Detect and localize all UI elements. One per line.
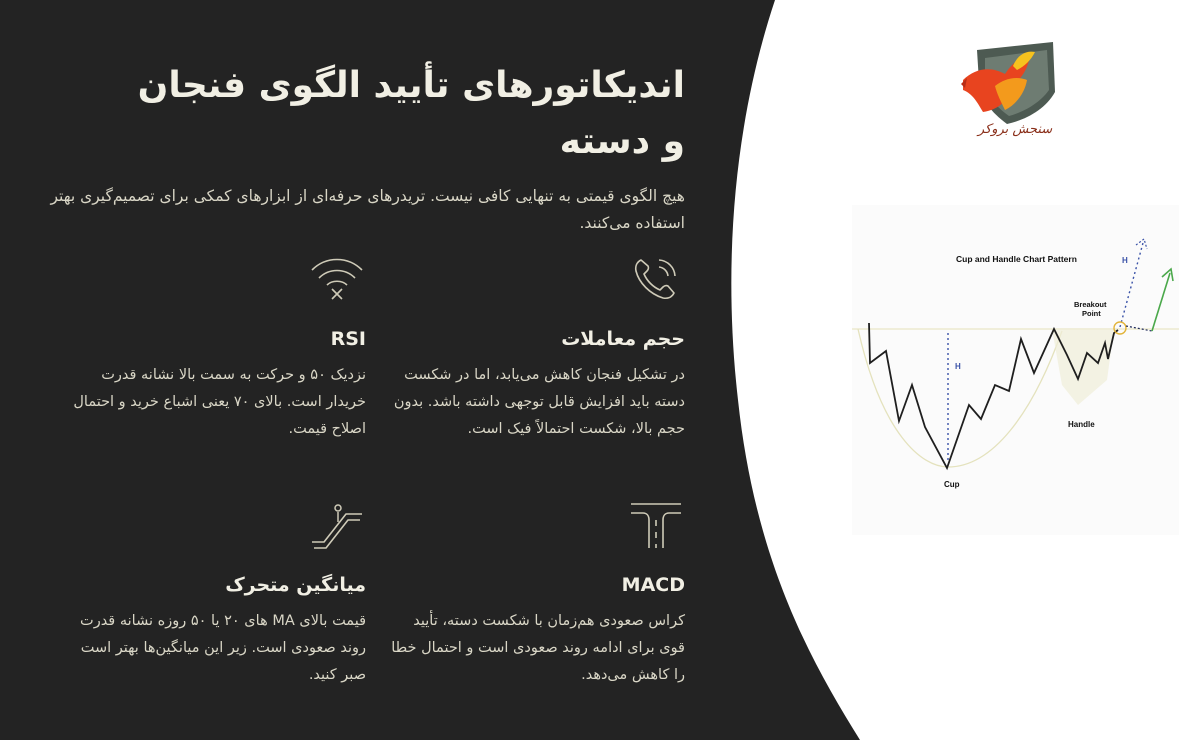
card-text: کراس صعودی هم‌زمان با شکست دسته، تأیید قوی برای ادامه روند صعودی است و احتمال خطا را کاهش می‌دهد. (391, 613, 685, 683)
chart-title: Cup and Handle Chart Pattern (956, 254, 1077, 264)
card-title: MACD (621, 574, 685, 596)
card-title: میانگین متحرک (225, 574, 366, 596)
card-title: حجم معاملات (561, 328, 685, 350)
brand-name: سنجش بروکر (977, 122, 1053, 137)
h-label-cup: H (955, 362, 961, 371)
intro-text: هیچ الگوی قیمتی به تنهایی کافی نیست. تریدرهای حرفه‌ای از ابزارهای کمکی برای تصمیم‌گیری بهتر استفاده می‌کنند. (50, 187, 685, 232)
road-fork-icon (627, 498, 685, 556)
escalator-icon (308, 498, 366, 556)
phone-icon (627, 250, 685, 308)
card-text: در تشکیل فنجان کاهش می‌یابد، اما در شکست دسته باید افزایش قابل توجهی داشته باشد. بدون حجم بالا، شکست احتمالاً فیک است. (393, 367, 685, 437)
h-label-breakout: H (1122, 256, 1128, 265)
shield-logo-icon (955, 40, 1075, 126)
page-title: اندیکاتورهای تأیید الگوی فنجان و دسته (137, 65, 685, 162)
card-title: RSI (330, 328, 366, 350)
card-moving-average (66, 498, 366, 698)
card-macd (385, 498, 685, 698)
card-volume (385, 250, 685, 470)
breakout-label-line1: Breakout (1074, 300, 1107, 309)
cup-handle-chart-image (852, 205, 1179, 535)
card-text: نزدیک ۵۰ و حرکت به سمت بالا نشانه قدرت خریدار است. بالای ۷۰ یعنی اشباع خرید و احتمال اصلاح قیمت. (73, 367, 366, 437)
breakout-label-line2: Point (1082, 309, 1101, 318)
cup-label: Cup (944, 480, 960, 489)
wifi-off-icon (308, 250, 366, 308)
card-rsi (66, 250, 366, 450)
card-text: قیمت بالای MA های ۲۰ یا ۵۰ روزه نشانه قدرت روند صعودی است. زیر این میانگین‌ها بهتر است صبر کنید. (80, 613, 366, 683)
handle-label: Handle (1068, 420, 1095, 429)
